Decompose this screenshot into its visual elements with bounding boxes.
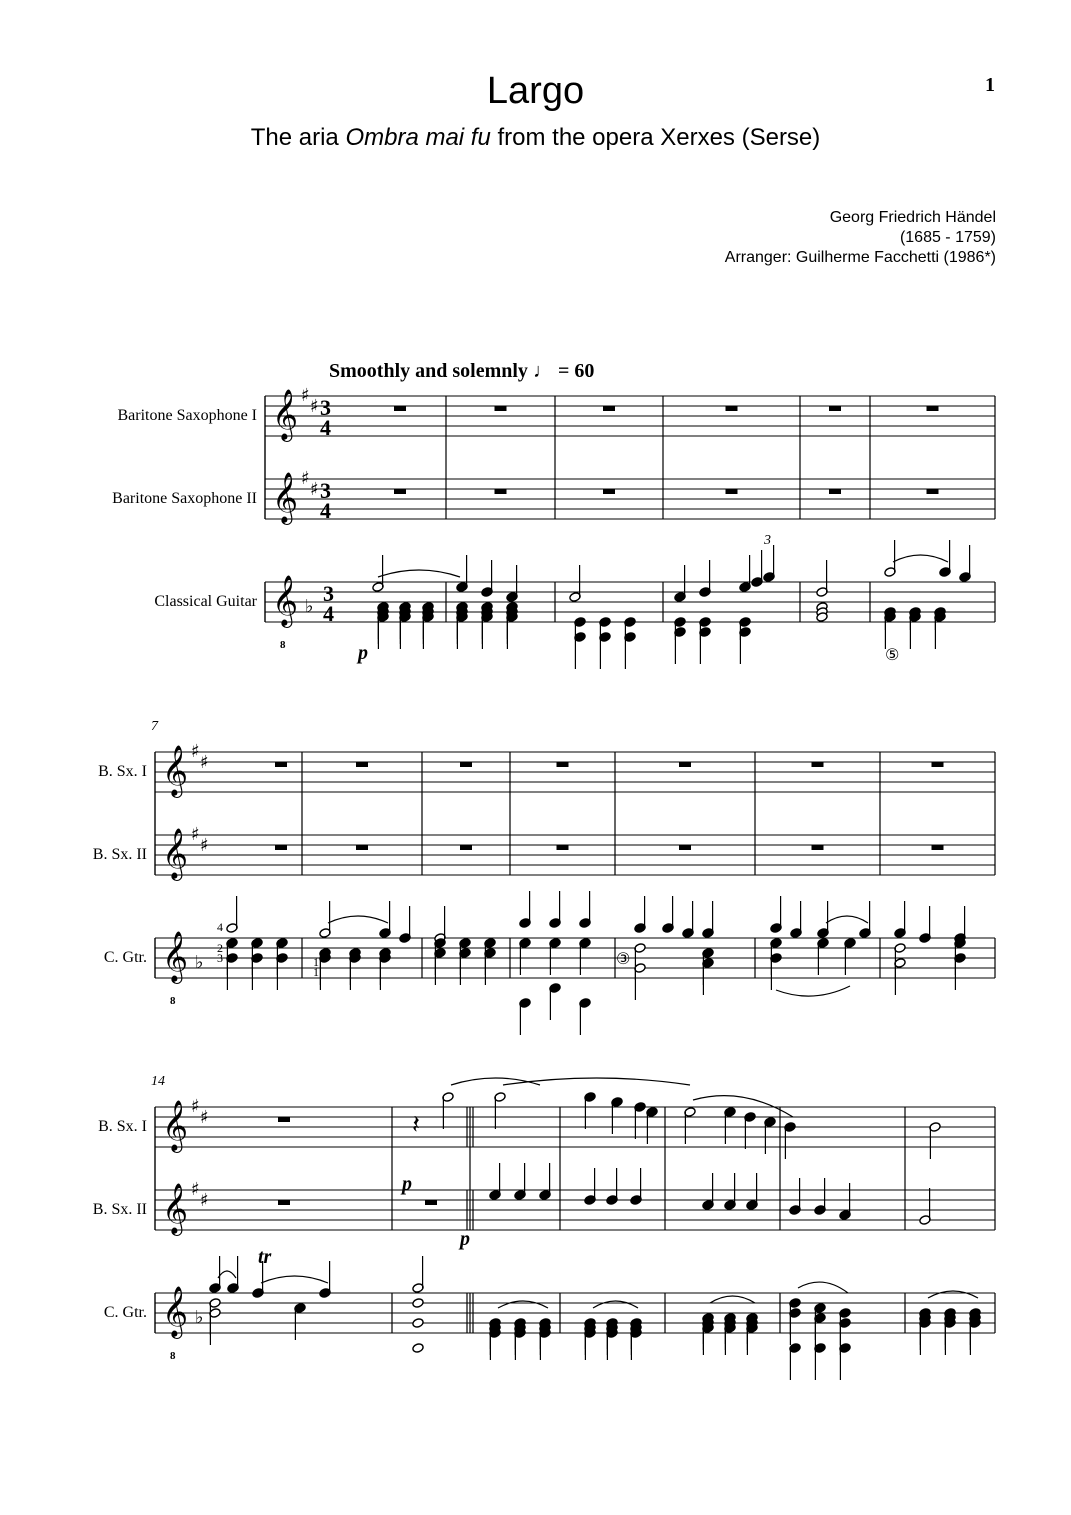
page-number: 1 [985,74,995,96]
composer-dates: (1685 - 1759) [899,229,996,246]
dynamic-piano: p [358,642,368,664]
slur [261,1276,328,1283]
sharp-icon: ♯ [191,1096,200,1117]
treble-clef-icon: 𝄞 [272,575,299,626]
whole-rest [275,762,287,767]
time-signature-top: 3 [320,395,331,420]
whole-rest [356,845,368,850]
instrument-name: B. Sx. I [98,763,147,780]
instrument-name: C. Gtr. [103,949,147,966]
whole-rest [394,489,406,494]
instrument-name: Classical Guitar [154,593,257,610]
whole-rest [927,406,939,411]
slur [218,1271,236,1278]
whole-rest [726,489,738,494]
sharp-icon: ♯ [310,479,319,500]
treble-clef-icon: 𝄞 [272,472,299,523]
whole-rest [460,762,472,767]
slur [776,986,850,996]
whole-rest [726,406,738,411]
whole-rest [495,489,507,494]
slur [928,1291,978,1298]
instrument-name: B. Sx. II [92,1201,147,1218]
sharp-icon: ♯ [191,1179,200,1200]
slur [893,555,948,562]
whole-rest [278,1200,290,1205]
note-head [412,1298,424,1309]
time-signature-top: 3 [323,581,334,606]
whole-rest [394,406,406,411]
measure-number: 7 [151,719,158,734]
fingering-number: 1 [313,955,319,969]
treble-clef-icon: 𝄞 [162,745,189,796]
sharp-icon: ♯ [200,1107,209,1128]
whole-rest [603,406,615,411]
quarter-rest-icon: 𝄽 [412,1110,420,1140]
clef-octave-mark: 8 [170,1350,176,1362]
treble-clef-icon: 𝄞 [272,389,299,440]
arranger: Arranger: Guilherme Facchetti (1986*) [724,249,996,266]
dynamic-piano: p [460,1228,470,1250]
whole-rest [495,406,507,411]
slur [593,1301,638,1308]
measure-number: 14 [151,1074,165,1089]
tempo-text: Smoothly and solemnly [329,360,528,382]
whole-rest [356,762,368,767]
string-number-five: ⑤ [885,645,900,664]
whole-rest [460,845,472,850]
whole-rest [557,845,569,850]
composer-name: Georg Friedrich Händel [829,209,996,226]
clef-octave-mark: 8 [170,995,176,1007]
slur [328,916,388,923]
whole-rest [278,1117,290,1122]
clef-octave-mark: 8 [280,639,286,651]
time-signature-bottom: 4 [323,601,334,626]
sharp-icon: ♯ [200,835,209,856]
instrument-name: C. Gtr. [103,1304,147,1321]
instrument-name: Baritone Saxophone I [117,407,257,424]
quarter-note-icon: ♩ [532,360,553,382]
time-signature-bottom: 4 [320,415,331,440]
fingering-number: 1 [313,965,319,979]
whole-rest [603,489,615,494]
page-title: Largo [486,70,585,112]
sharp-icon: ♯ [191,824,200,845]
flat-icon: ♭ [195,1307,204,1328]
sharp-icon: ♯ [301,468,310,489]
slur [378,570,460,577]
whole-rest [927,489,939,494]
subtitle-before: The aria [250,124,346,151]
treble-clef-icon: 𝄞 [162,828,189,879]
sharp-icon: ♯ [301,385,310,406]
string-number-three: ③ [616,949,631,968]
slur [498,1301,548,1308]
whole-rest [557,762,569,767]
time-signature-bottom: 4 [320,498,331,523]
fingering-number: 2 [217,941,223,955]
triplet-number: 3 [764,533,771,548]
flat-icon: ♭ [305,596,314,617]
sharp-icon: ♯ [191,741,200,762]
treble-clef-icon: 𝄞 [162,931,189,982]
whole-rest [679,762,691,767]
sharp-icon: ♯ [200,1190,209,1211]
tempo-value: = 60 [557,360,595,382]
fingering-number: 4 [217,920,223,934]
whole-rest [679,845,691,850]
whole-rest [275,845,287,850]
slur [503,1078,690,1085]
slur [826,916,868,923]
subtitle-after: from the opera Xerxes (Serse) [490,124,821,151]
whole-rest [812,762,824,767]
slur [693,1096,793,1117]
note-head [412,1318,424,1329]
note-head [412,1343,424,1354]
sharp-icon: ♯ [200,752,209,773]
whole-rest [932,762,944,767]
subtitle-italic: Ombra mai fu [345,124,491,151]
whole-rest [829,406,841,411]
treble-clef-icon: 𝄞 [162,1100,189,1151]
trill-marking: tr [258,1246,272,1268]
dynamic-piano: p [402,1173,412,1195]
treble-clef-icon: 𝄞 [162,1183,189,1234]
fingering-number: 3 [217,951,223,965]
instrument-name: B. Sx. II [92,846,147,863]
time-signature-top: 3 [320,478,331,503]
instrument-name: B. Sx. I [98,1118,147,1135]
whole-rest [812,845,824,850]
instrument-name: Baritone Saxophone II [112,490,257,507]
slur [798,1282,848,1293]
slur [710,1296,755,1303]
whole-rest [425,1200,437,1205]
whole-rest [932,845,944,850]
whole-rest [829,489,841,494]
flat-icon: ♭ [195,952,204,973]
treble-clef-icon: 𝄞 [162,1286,189,1337]
sharp-icon: ♯ [310,396,319,417]
